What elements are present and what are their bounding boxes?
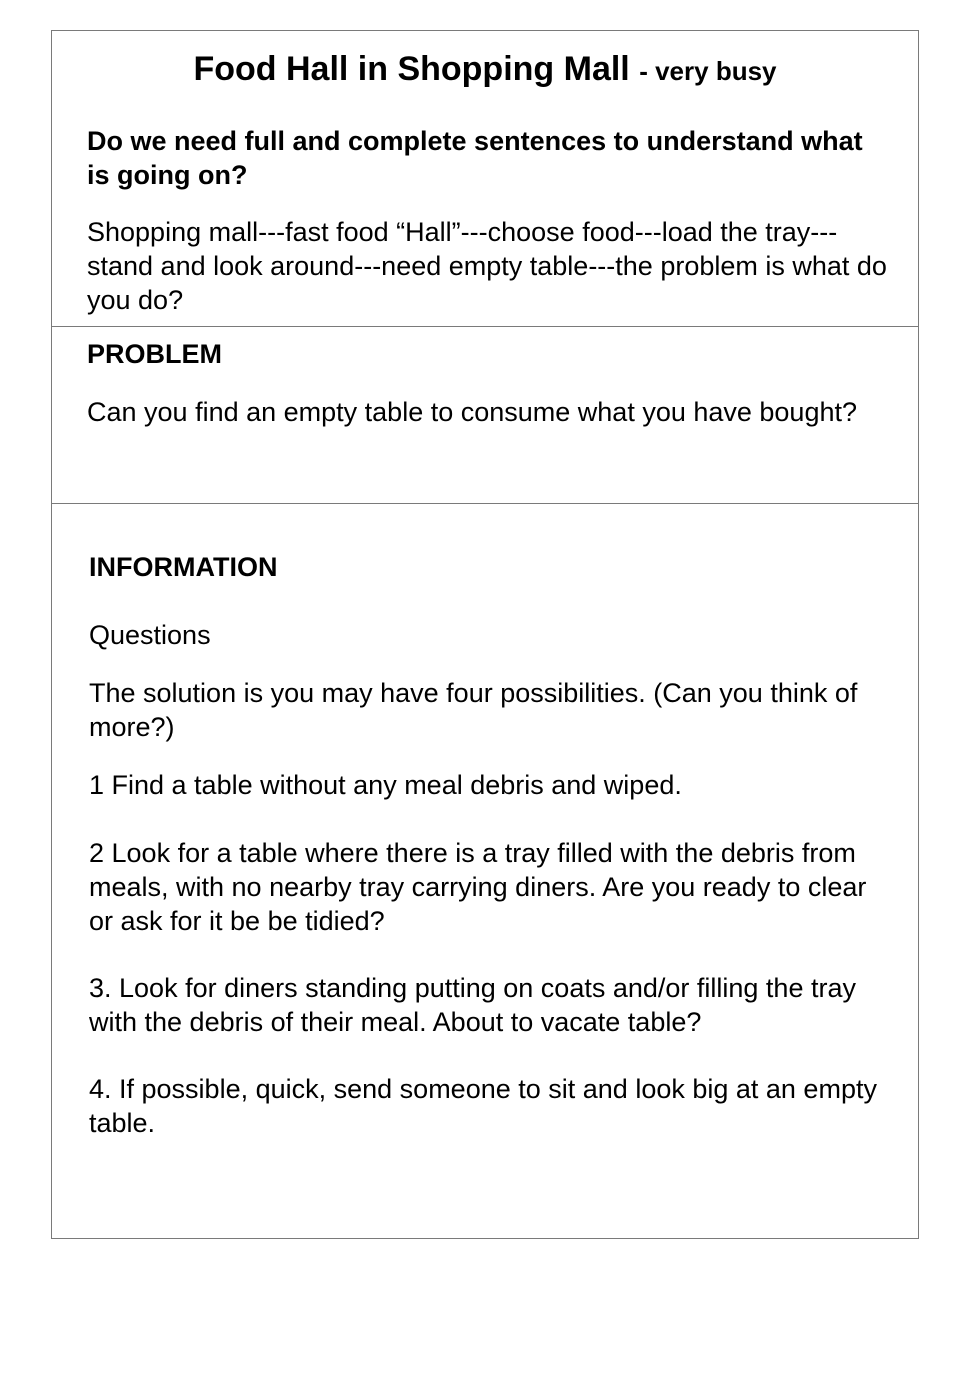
problem-heading: PROBLEM [87, 339, 222, 369]
title-text: Food Hall in Shopping Mall [193, 50, 630, 88]
problem-section [52, 327, 918, 504]
worksheet-card [51, 30, 919, 1239]
questions-label: Questions [89, 620, 211, 650]
intro-section [52, 31, 918, 327]
page-title [52, 49, 918, 91]
list-item: 1 Find a table without any meal debris and wiped. [89, 770, 682, 800]
list-item: 4. If possible, quick, send someone to sit and look big at an empty table. [89, 1074, 877, 1138]
problem-text: Can you find an empty table to consume what you have bought? [87, 397, 858, 427]
list-item: 2 Look for a table where there is a tray filled with the debris from meals, with no nearby tray carrying diners. Are you ready to clear or ask for it be be tidied? [89, 838, 867, 936]
title-subtitle: - very busy [639, 56, 777, 86]
information-intro: The solution is you may have four possibilities. (Can you think of more?) [89, 678, 858, 742]
information-heading: INFORMATION [89, 552, 278, 582]
intro-text: Shopping mall---fast food “Hall”---choose food---load the tray---stand and look around---need empty table---the problem is what do you do? [87, 217, 887, 315]
information-section [52, 504, 918, 1238]
intro-question: Do we need full and complete sentences to understand what is going on? [87, 126, 863, 190]
list-item: 3. Look for diners standing putting on coats and/or filling the tray with the debris of their meal. About to vacate table? [89, 973, 856, 1037]
